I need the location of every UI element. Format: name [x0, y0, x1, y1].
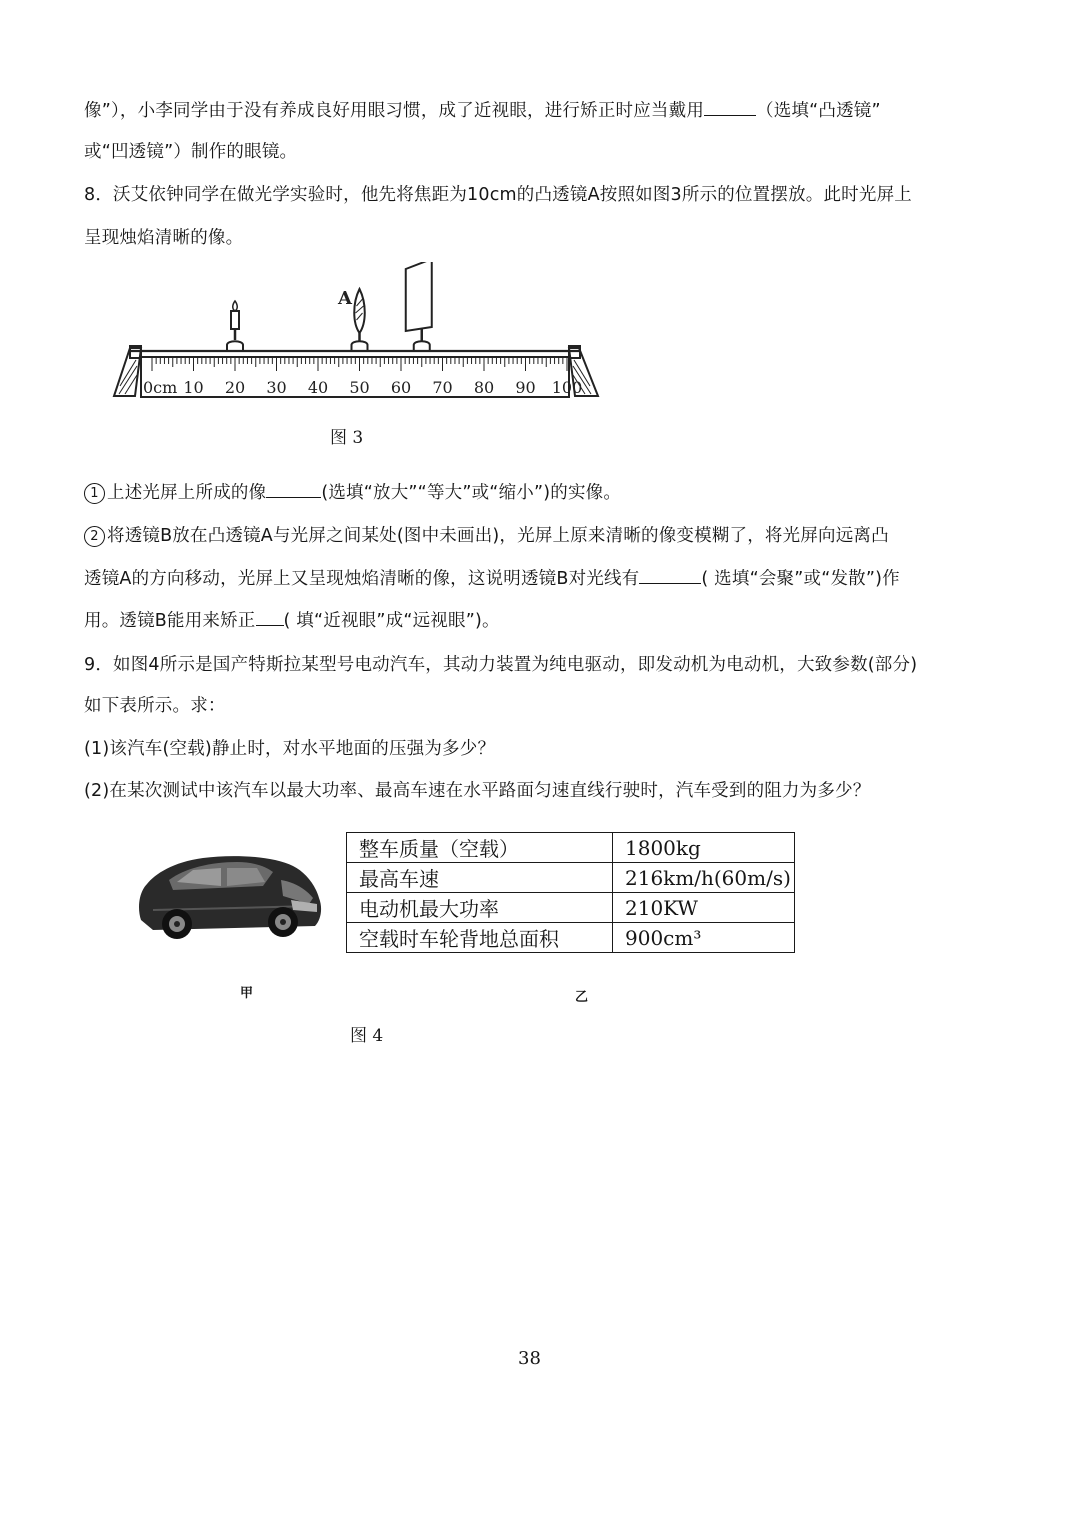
candle	[227, 301, 243, 351]
spec-key: 整车质量（空载）	[347, 833, 613, 863]
ruler-label: 70	[432, 378, 453, 397]
lens-label: A	[338, 288, 352, 309]
ruler-label: 10	[183, 378, 204, 397]
line-1	[84, 99, 1004, 123]
spec-row	[347, 863, 795, 893]
answer-blank[interactable]	[266, 481, 321, 498]
text-segment: 透镜A的方向移动，光屏上又呈现烛焰清晰的像，这说明透镜B对光线有	[84, 569, 640, 589]
ruler-labels	[143, 378, 582, 397]
spec-key: 电动机最大功率	[347, 893, 613, 923]
ruler-ticks	[152, 357, 567, 371]
page-number: 38	[518, 1348, 541, 1369]
ruler-label: 60	[390, 378, 412, 397]
circled-number-1: 1	[84, 483, 105, 504]
question-9-line-2: 如下表所示。求：	[84, 696, 226, 716]
ruler-label: 0cm	[143, 378, 178, 397]
figure-4-label-yi: 乙	[575, 990, 589, 1005]
text-segment: (选填“放大”“等大”或“缩小”)的实像。	[321, 483, 622, 503]
question-8-line-2: 呈现烛焰清晰的像。	[84, 228, 244, 248]
answer-blank[interactable]	[704, 99, 756, 116]
ruler-label: 30	[266, 378, 287, 397]
figure-4-label-jia: 甲	[240, 986, 254, 1001]
ruler-label: 80	[473, 378, 495, 397]
text-segment: 像”），小李同学由于没有养成良好用眼习惯，成了近视眼，进行矫正时应当戴用	[84, 101, 705, 121]
sub-question-2-line-3	[84, 609, 1004, 633]
answer-blank[interactable]	[256, 609, 284, 626]
text-segment: 上述光屏上所成的像	[107, 483, 267, 503]
spec-row	[347, 833, 795, 863]
ruler-label: 90	[515, 378, 536, 397]
spec-value: 900cm³	[613, 923, 795, 953]
text-segment: ( 选填“会聚”或“发散”)作	[701, 569, 900, 589]
sub-question-2-line-1	[84, 524, 1004, 548]
question-8-line-1: 8．沃艾依钟同学在做光学实验时，他先将焦距为10cm的凸透镜A按照如图3所示的位置摆放。此时光屏上	[84, 185, 912, 205]
spec-row	[347, 923, 795, 953]
question-9-part-1: (1)该汽车(空载)静止时，对水平地面的压强为多少？	[84, 739, 496, 759]
spec-key: 空载时车轮背地总面积	[347, 923, 613, 953]
convex-lens-a	[352, 289, 368, 351]
ruler-label: 40	[307, 378, 329, 397]
electric-car-image	[133, 850, 328, 945]
spec-row	[347, 893, 795, 923]
spec-value: 216km/h(60m/s)	[613, 863, 795, 893]
sub-question-1	[84, 481, 1004, 505]
line-2: 或“凹透镜”）制作的眼镜。	[84, 142, 298, 162]
spec-table	[346, 832, 795, 953]
spec-value: 210KW	[613, 893, 795, 923]
text-segment: ( 填“近视眼”成“远视眼”)。	[283, 611, 500, 631]
ruler-label: 100	[551, 378, 583, 397]
text-segment: （选填“凸透镜”	[756, 101, 881, 121]
spec-key: 最高车速	[347, 863, 613, 893]
figure-4-caption: 图 4	[350, 1026, 384, 1046]
optical-bench-figure	[110, 262, 610, 412]
ruler-label: 50	[349, 378, 370, 397]
figure-3-caption: 图 3	[330, 428, 364, 448]
question-9-line-1: 9．如图4所示是国产特斯拉某型号电动汽车，其动力装置为纯电驱动，即发动机为电动机，大致参数(部分)	[84, 655, 918, 675]
question-9-part-2: (2)在某次测试中该汽车以最大功率、最高车速在水平路面匀速直线行驶时，汽车受到的阻力为多少？	[84, 781, 871, 801]
sub-question-2-line-2	[84, 567, 1004, 591]
answer-blank[interactable]	[639, 567, 701, 584]
spec-value: 1800kg	[613, 833, 795, 863]
light-screen	[406, 262, 432, 351]
text-segment: 将透镜B放在凸透镜A与光屏之间某处(图中未画出)，光屏上原来清晰的像变模糊了，将光屏向远离凸	[107, 526, 889, 546]
circled-number-2: 2	[84, 526, 105, 547]
ruler-label: 20	[224, 378, 246, 397]
text-segment: 用。透镜B能用来矫正	[84, 611, 256, 631]
